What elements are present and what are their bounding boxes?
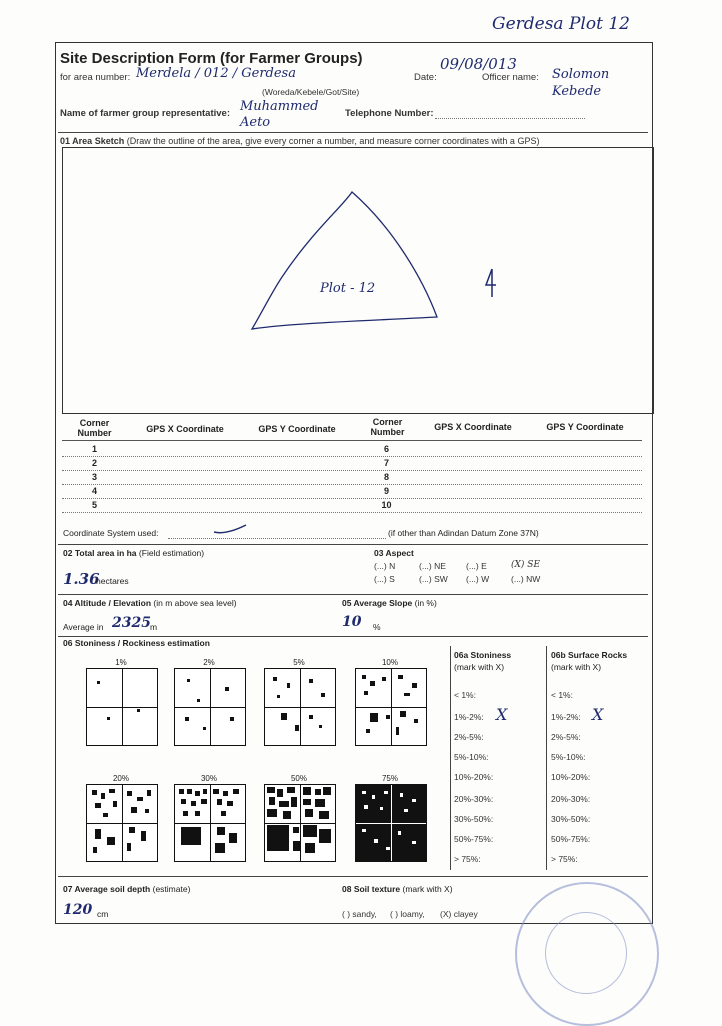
soil-texture-heading-row [342, 884, 453, 894]
stone-grid-75pct [355, 784, 427, 862]
pct-label-20: 20% [112, 774, 129, 783]
form-title: Site Description Form (for Farmer Groups) [60, 50, 363, 67]
aspect-s[interactable]: (...) S [374, 574, 395, 584]
stoniness-a-2-5[interactable]: 2%-5%: [454, 732, 484, 742]
soil-depth-heading-row [63, 884, 190, 894]
date-value: 09/08/013 [440, 55, 517, 73]
stoniness-col-a-title: 06a Stoniness [454, 650, 512, 660]
stone-grid-2pct [174, 668, 246, 746]
stone-grid-50pct [264, 784, 336, 862]
hdr-gps-y-2: GPS Y Coordinate [546, 422, 624, 432]
phone-line [435, 118, 585, 119]
area-heading: 02 Total area in ha [63, 548, 137, 558]
aspect-ne[interactable]: (...) NE [419, 561, 446, 571]
stoniness-b-1-2[interactable]: 1%-2%: [551, 712, 581, 722]
date-label: Date: [414, 72, 437, 83]
altitude-unit: m [150, 622, 158, 632]
stone-grid-20pct [86, 784, 158, 862]
hdr-gps-x-1: GPS X Coordinate [146, 424, 224, 434]
stoniness-a-20-30[interactable]: 20%-30%: [454, 794, 494, 804]
pct-label-30: 30% [200, 774, 217, 783]
slope-heading: 05 Average Slope [342, 598, 413, 608]
aspect-se[interactable]: (X) SE [511, 560, 541, 570]
corner-5: 5 [91, 500, 97, 510]
sketch-heading-row [60, 136, 539, 146]
altitude-heading: 04 Altitude / Elevation [63, 598, 152, 608]
aspect-w[interactable]: (...) W [466, 574, 490, 584]
area-unit: hectares [96, 576, 129, 586]
stoniness-b-mark: X [592, 705, 604, 724]
coord-system-label: Coordinate System used: [63, 528, 159, 538]
aspect-e[interactable]: (...) E [466, 561, 487, 571]
stoniness-a-5-10[interactable]: 5%-10%: [454, 752, 489, 762]
pct-label-75: 75% [381, 774, 398, 783]
stoniness-a-lt1[interactable]: < 1%: [454, 690, 476, 700]
stoniness-heading: 06 Stoniness / Rockiness estimation [63, 638, 210, 648]
slope-unit: % [373, 622, 381, 632]
stoniness-a-10-20[interactable]: 10%-20%: [454, 772, 494, 782]
stoniness-b-10-20[interactable]: 10%-20%: [551, 772, 591, 782]
stone-grid-30pct [174, 784, 246, 862]
stoniness-a-50-75[interactable]: 50%-75%: [454, 834, 494, 844]
area-number-value: Merdela / 012 / Gerdesa [136, 66, 296, 81]
rep-value: Muhammed Aeto [240, 99, 319, 130]
corner-10: 10 [381, 500, 392, 510]
pct-label-5: 5% [293, 658, 305, 667]
pct-label-10: 10% [381, 658, 398, 667]
stone-grid-5pct [264, 668, 336, 746]
rep-label: Name of farmer group representative: [60, 108, 230, 119]
hdr-gps-x-2: GPS X Coordinate [434, 422, 512, 432]
stoniness-a-30-50[interactable]: 30%-50%: [454, 814, 494, 824]
pct-label-2: 2% [203, 658, 215, 667]
aspect-n[interactable]: (...) N [374, 561, 396, 571]
stoniness-a-gt75[interactable]: > 75%: [454, 854, 481, 864]
officer-label: Officer name: [482, 72, 539, 83]
coords-table [62, 412, 642, 517]
altitude-note: (in m above sea level) [153, 598, 237, 608]
corner-9: 9 [383, 486, 389, 496]
pct-label-50: 50% [290, 774, 307, 783]
soil-texture-heading: 08 Soil texture [342, 884, 401, 894]
soil-depth-value: 120 [63, 902, 93, 918]
plot-outline [252, 192, 437, 329]
soil-texture-note: (mark with X) [402, 884, 453, 894]
area-note: (Field estimation) [138, 548, 205, 558]
corner-1: 1 [91, 444, 97, 454]
plot-sketch [62, 147, 652, 412]
stoniness-b-20-30[interactable]: 20%-30%: [551, 794, 591, 804]
area-heading-row [63, 548, 204, 558]
corner-3: 3 [91, 472, 97, 482]
phone-label: Telephone Number: [345, 108, 434, 119]
altitude-value: 2325 [112, 615, 151, 631]
aspect-nw[interactable]: (...) NW [511, 574, 541, 584]
slope-note: (in %) [414, 598, 437, 608]
slope-value: 10 [342, 614, 362, 630]
stoniness-b-50-75[interactable]: 50%-75%: [551, 834, 591, 844]
slope-heading-row [342, 598, 437, 608]
hdr-gps-y-1: GPS Y Coordinate [258, 424, 336, 434]
hdr-corner-1: Corner Number [77, 418, 112, 438]
corner-4: 4 [91, 486, 97, 496]
soil-depth-unit: cm [97, 909, 109, 919]
corner-7: 7 [383, 458, 389, 468]
corner-8: 8 [383, 472, 389, 482]
texture-loamy[interactable]: ( ) loamy, [390, 909, 425, 919]
area-number-sub: (Woreda/Kebele/Got/Site) [262, 87, 360, 97]
stoniness-a-mark: X [496, 705, 508, 724]
aspect-sw[interactable]: (...) SW [419, 574, 448, 584]
stoniness-a-1-2[interactable]: 1%-2%: [454, 712, 484, 722]
stoniness-b-lt1[interactable]: < 1%: [551, 690, 573, 700]
corner-6: 6 [383, 444, 389, 454]
sketch-instruction: (Draw the outline of the area, give every corner a number, and measure corner coordinates with a GPS) [126, 136, 540, 146]
stoniness-col-b-sub: (mark with X) [551, 662, 602, 672]
corner-2: 2 [91, 458, 97, 468]
stoniness-b-gt75[interactable]: > 75%: [551, 854, 578, 864]
soil-depth-heading: 07 Average soil depth [63, 884, 151, 894]
official-stamp [515, 882, 659, 1026]
stoniness-col-a-sub: (mark with X) [454, 662, 505, 672]
sketch-heading: 01 Area Sketch [60, 136, 125, 146]
north-arrow-icon [486, 269, 496, 297]
stoniness-b-5-10[interactable]: 5%-10%: [551, 752, 586, 762]
area-value: 1.36 [63, 570, 100, 588]
officer-value: Solomon Kebede [552, 67, 610, 99]
plot-label: Plot - 12 [320, 281, 376, 296]
hdr-corner-2: Corner Number [370, 417, 405, 437]
stoniness-b-30-50[interactable]: 30%-50%: [551, 814, 591, 824]
stoniness-col-b-title: 06b Surface Rocks [551, 650, 628, 660]
texture-sandy[interactable]: ( ) sandy, [342, 909, 377, 919]
stone-grid-1pct [86, 668, 158, 746]
header-note: Gerdesa Plot 12 [492, 14, 630, 34]
soil-depth-note: (estimate) [152, 884, 191, 894]
aspect-heading: 03 Aspect [374, 548, 414, 558]
altitude-prefix: Average in [63, 622, 104, 632]
pct-label-1: 1% [115, 658, 127, 667]
altitude-heading-row [63, 598, 237, 608]
stone-grid-10pct [355, 668, 427, 746]
coord-system-note: (if other than Adindan Datum Zone 37N) [388, 528, 539, 538]
area-number-label: for area number: [60, 72, 131, 83]
coord-system-mark-icon [212, 522, 248, 536]
stoniness-b-2-5[interactable]: 2%-5%: [551, 732, 581, 742]
texture-clayey[interactable]: (X) clayey [440, 909, 478, 919]
